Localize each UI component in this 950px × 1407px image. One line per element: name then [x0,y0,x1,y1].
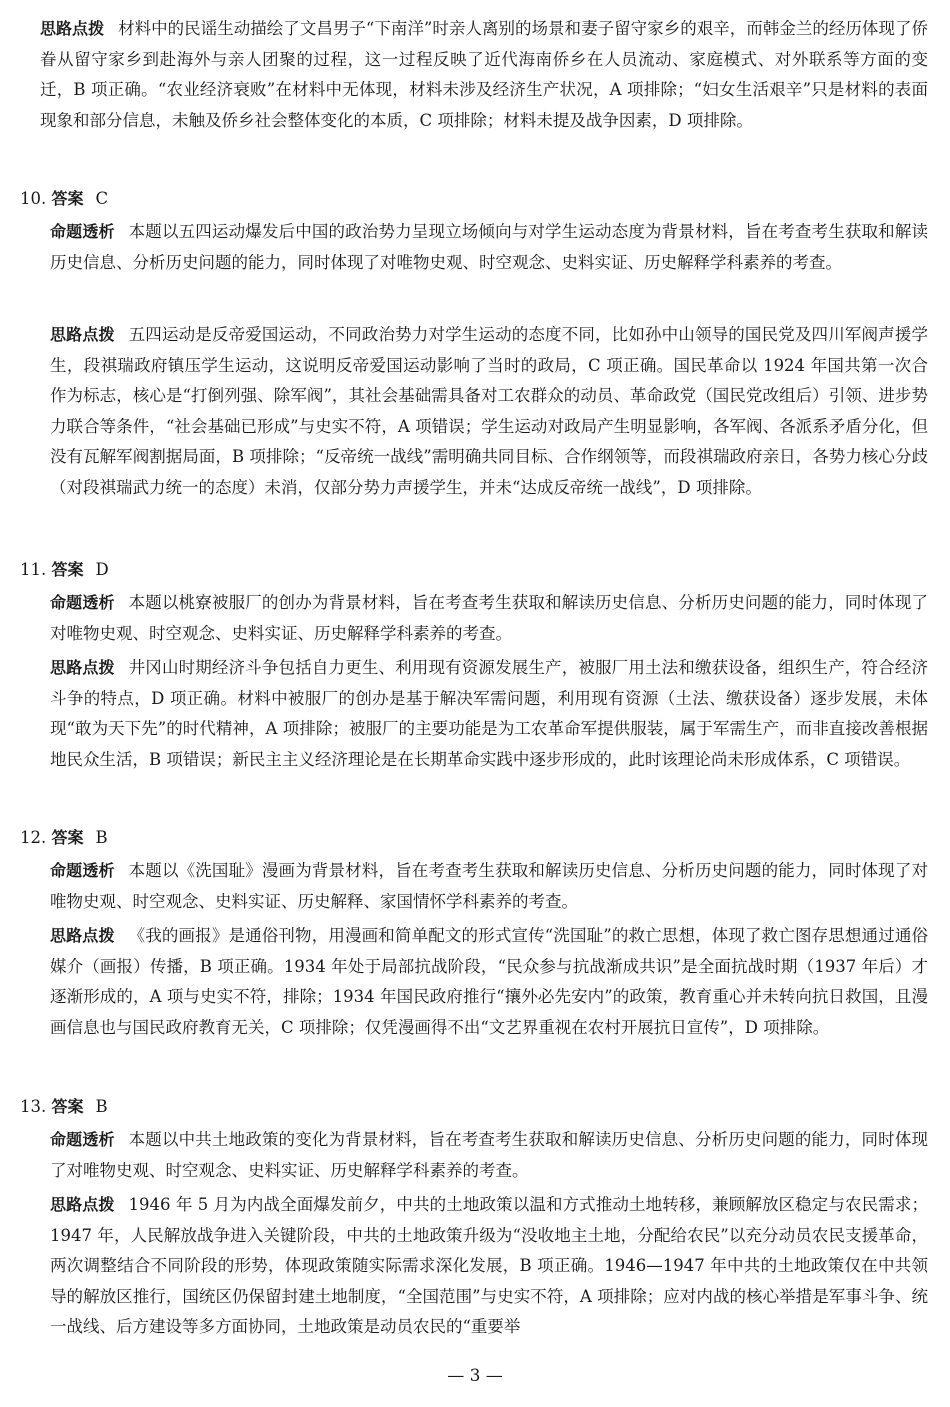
hint-text: 五四运动是反帝爱国运动，不同政治势力对学生运动的态度不同，比如孙中山领导的国民党及四川军阀声援学生，段祺瑞政府镇压学生运动，这说明反帝爱国运动影响了当时的政局，C 项正确。国民革命以 1924 年国共第一次合作为标志，核心是“打倒列强、除军阀”，其社会基础需具备对工农群众的动员、革命政党（国民党改组后）引领、进步势力联合等条件，“社会基础已形成”与史实不符，A 项错误；学生运动对政局产生明显影响，各军阀、各派系矛盾分化，但没有瓦解军阀割据局面，B 项排除；“反帝统一战线”需明确共同目标、合作纲领等，而段祺瑞政府亲日，各势力核心分歧（对段祺瑞武力统一的态度）未消，仅部分势力声援学生，并未“达成反帝统一战线”，D 项排除。 [50,325,928,497]
answer-line-13 [20,1092,108,1122]
analysis-text: 本题以五四运动爆发后中国的政治势力呈现立场倾向与对学生运动态度为背景材料，旨在考查考生获取和解读历史信息、分析历史问题的能力，同时体现了对唯物史观、时空观念、史料实证、历史解释学科素养的考查。 [50,222,928,272]
answer-value: B [95,828,108,847]
analysis-paragraph [0,856,950,917]
analysis-label: 命题透析 [50,593,115,612]
hint-text: 《我的画报》是通俗刊物，用漫画和简单配文的形式宣传“洗国耻”的救亡思想，体现了救亡图存思想通过通俗媒介（画报）传播，B 项正确。1934 年处于局部抗战阶段，“民众参与抗战渐成共识”是全面抗战时期（1937 年后）才逐渐形成的，A 项与史实不符，排除；1934 年国民政府推行“攘外必先安内”的政策，教育重心并未转向抗日救国，且漫画信息也与国民政府教育无关，C 项排除；仅凭漫画得不出“文艺界重视在农村开展抗日宣传”，D 项排除。 [50,926,928,1037]
hint-10 [0,320,950,503]
analysis-paragraph [0,588,950,649]
hint-label: 思路点拨 [50,325,115,344]
intro-hint-paragraph [0,14,950,136]
analysis-text: 本题以《洗国耻》漫画为背景材料，旨在考查考生获取和解读历史信息、分析历史问题的能力，同时体现了对唯物史观、时空观念、史料实证、历史解释、家国情怀学科素养的考查。 [50,861,928,911]
question-number: 11. [20,560,47,579]
question-number: 12. [20,828,47,847]
analysis-13 [0,1125,950,1186]
hint-11 [0,653,950,775]
question-number: 13. [20,1097,47,1116]
hint-12 [0,921,950,1043]
hint-label: 思路点拨 [50,658,115,677]
answer-value: C [95,189,109,208]
hint-paragraph [0,320,950,503]
analysis-label: 命题透析 [50,1130,115,1149]
analysis-11 [0,588,950,649]
intro-section [0,14,950,136]
hint-label: 思路点拨 [50,1195,115,1214]
answer-value: D [95,560,109,579]
answer-label: 答案 [51,1097,84,1116]
answer-label: 答案 [51,560,84,579]
hint-text: 1946 年 5 月为内战全面爆发前夕，中共的土地政策以温和方式推动土地转移，兼顾解放区稳定与农民需求；1947 年，人民解放战争进入关键阶段，中共的土地政策升级为“没收地主土地，分配给农民”以充分动员农民支援革命，两次调整结合不同阶段的形势，体现政策随实际需求深化发展，B 项正确。1946—1947 年中共的土地政策仅在中共领导的解放区推行，国统区仍保留封建土地制度，“全国范围”与史实不符，A 项排除；应对内战的核心举措是军事斗争、统一战线、后方建设等多方面协同，土地政策是动员农民的“重要举 [50,1195,928,1336]
answer-label: 答案 [51,828,84,847]
analysis-12 [0,856,950,917]
analysis-label: 命题透析 [50,222,115,241]
analysis-10 [0,217,950,278]
hint-text: 材料中的民谣生动描绘了文昌男子“下南洋”时亲人离别的场景和妻子留守家乡的艰辛，而韩金兰的经历体现了侨眷从留守家乡到赴海外与亲人团聚的过程，这一过程反映了近代海南侨乡在人员流动、家庭模式、对外联系等方面的变迁，B 项正确。“农业经济衰败”在材料中无体现，材料未涉及经济生产状况，A 项排除；“妇女生活艰辛”只是材料的表面现象和部分信息，未触及侨乡社会整体变化的本质，C 项排除；材料未提及战争因素，D 项排除。 [40,19,928,130]
hint-label: 思路点拨 [50,926,115,945]
hint-text: 井冈山时期经济斗争包括自力更生、利用现有资源发展生产，被服厂用土法和缴获设备，组织生产，符合经济斗争的特点，D 项正确。材料中被服厂的创办是基于解决军需问题，利用现有资源（土法、缴获设备）逐步发展，未体现“敢为天下先”的时代精神，A 项排除；被服厂的主要功能是为工农革命军提供服装，属于军需生产，而非直接改善根据地民众生活，B 项错误；新民主主义经济理论是在长期革命实践中逐步形成的，此时该理论尚未形成体系，C 项错误。 [50,658,928,769]
analysis-label: 命题透析 [50,861,115,880]
analysis-text: 本题以桃寮被服厂的创办为背景材料，旨在考查考生获取和解读历史信息、分析历史问题的能力，同时体现了对唯物史观、时空观念、史料实证、历史解释学科素养的考查。 [50,593,928,643]
answer-value: B [95,1097,108,1116]
hint-paragraph [0,653,950,775]
question-number: 10. [20,189,47,208]
answer-line-12 [20,823,108,853]
analysis-text: 本题以中共土地政策的变化为背景材料，旨在考查考生获取和解读历史信息、分析历史问题的能力，同时体现了对唯物史观、时空观念、史料实证、历史解释学科素养的考查。 [50,1130,928,1180]
analysis-paragraph [0,1125,950,1186]
answer-line-11 [20,555,109,585]
hint-label: 思路点拨 [40,19,105,38]
analysis-paragraph [0,217,950,278]
answer-line-10 [20,184,108,214]
hint-13 [0,1190,950,1343]
answer-label: 答案 [51,189,84,208]
hint-paragraph [0,921,950,1043]
hint-paragraph [0,1190,950,1343]
page-number: — 3 — [447,1366,503,1386]
